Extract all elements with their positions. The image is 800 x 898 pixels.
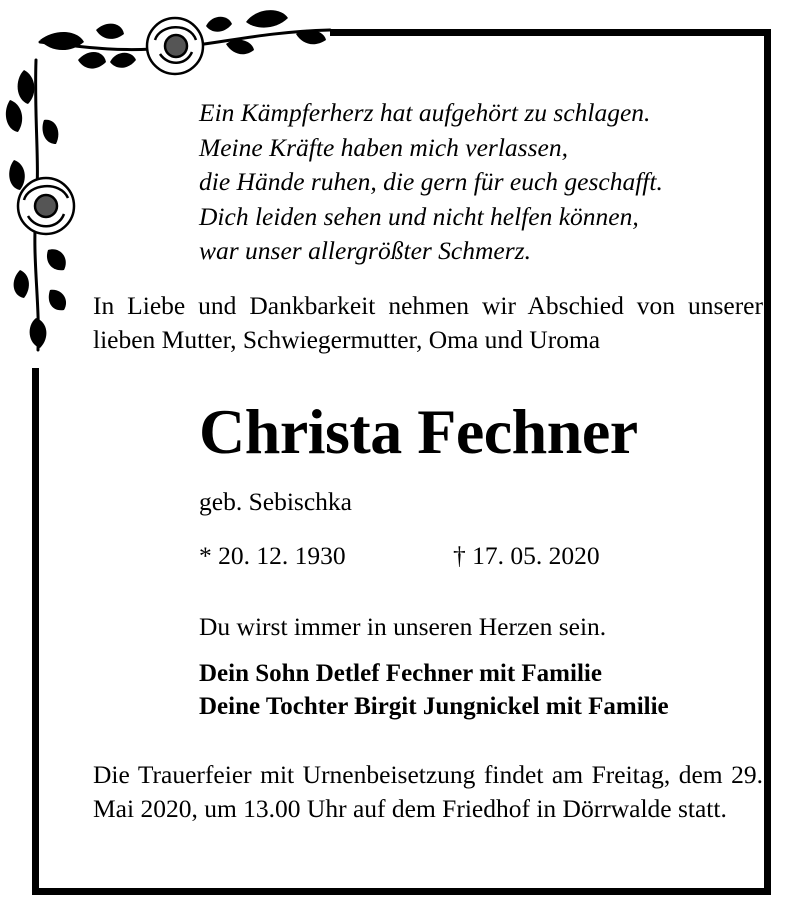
mourner-line: Dein Sohn Detlef Fechner mit Familie (199, 660, 602, 687)
death-date: † 17. 05. 2020 (453, 541, 600, 570)
intro-text: In Liebe und Dankbarkeit nehmen wir Abschied von unserer lieben Mutter, Schwiegermutter, Oma und Uroma (93, 291, 763, 354)
frame-border-bottom (32, 888, 771, 895)
frame-border-top (330, 29, 771, 36)
frame-border-left (32, 368, 39, 895)
birth-date: * 20. 12. 1930 (199, 541, 346, 570)
deceased-name: Christa Fechner (199, 396, 638, 467)
poem-line: Ein Kämpferherz hat aufgehört zu schlagen. (199, 98, 651, 127)
funeral-notice: Die Trauerfeier mit Urnenbeisetzung findet am Freitag, dem 29. Mai 2020, um 13.00 Uhr auf dem Friedhof in Dörrwalde statt. (93, 760, 763, 823)
poem-line: die Hände ruhen, die gern für euch geschafft. (199, 167, 663, 196)
poem-line: Meine Kräfte haben mich verlassen, (199, 132, 568, 162)
mourners (199, 657, 669, 723)
poem-line: war unser allergrößter Schmerz. (199, 236, 531, 265)
poem (199, 96, 759, 269)
frame-border-right (764, 29, 771, 895)
poem-line: Dich leiden sehen und nicht helfen können, (199, 201, 639, 231)
maiden-name: geb. Sebischka (199, 487, 352, 516)
motto: Du wirst immer in unseren Herzen sein. (199, 612, 607, 641)
mourner-line: Deine Tochter Birgit Jungnickel mit Familie (199, 693, 669, 720)
